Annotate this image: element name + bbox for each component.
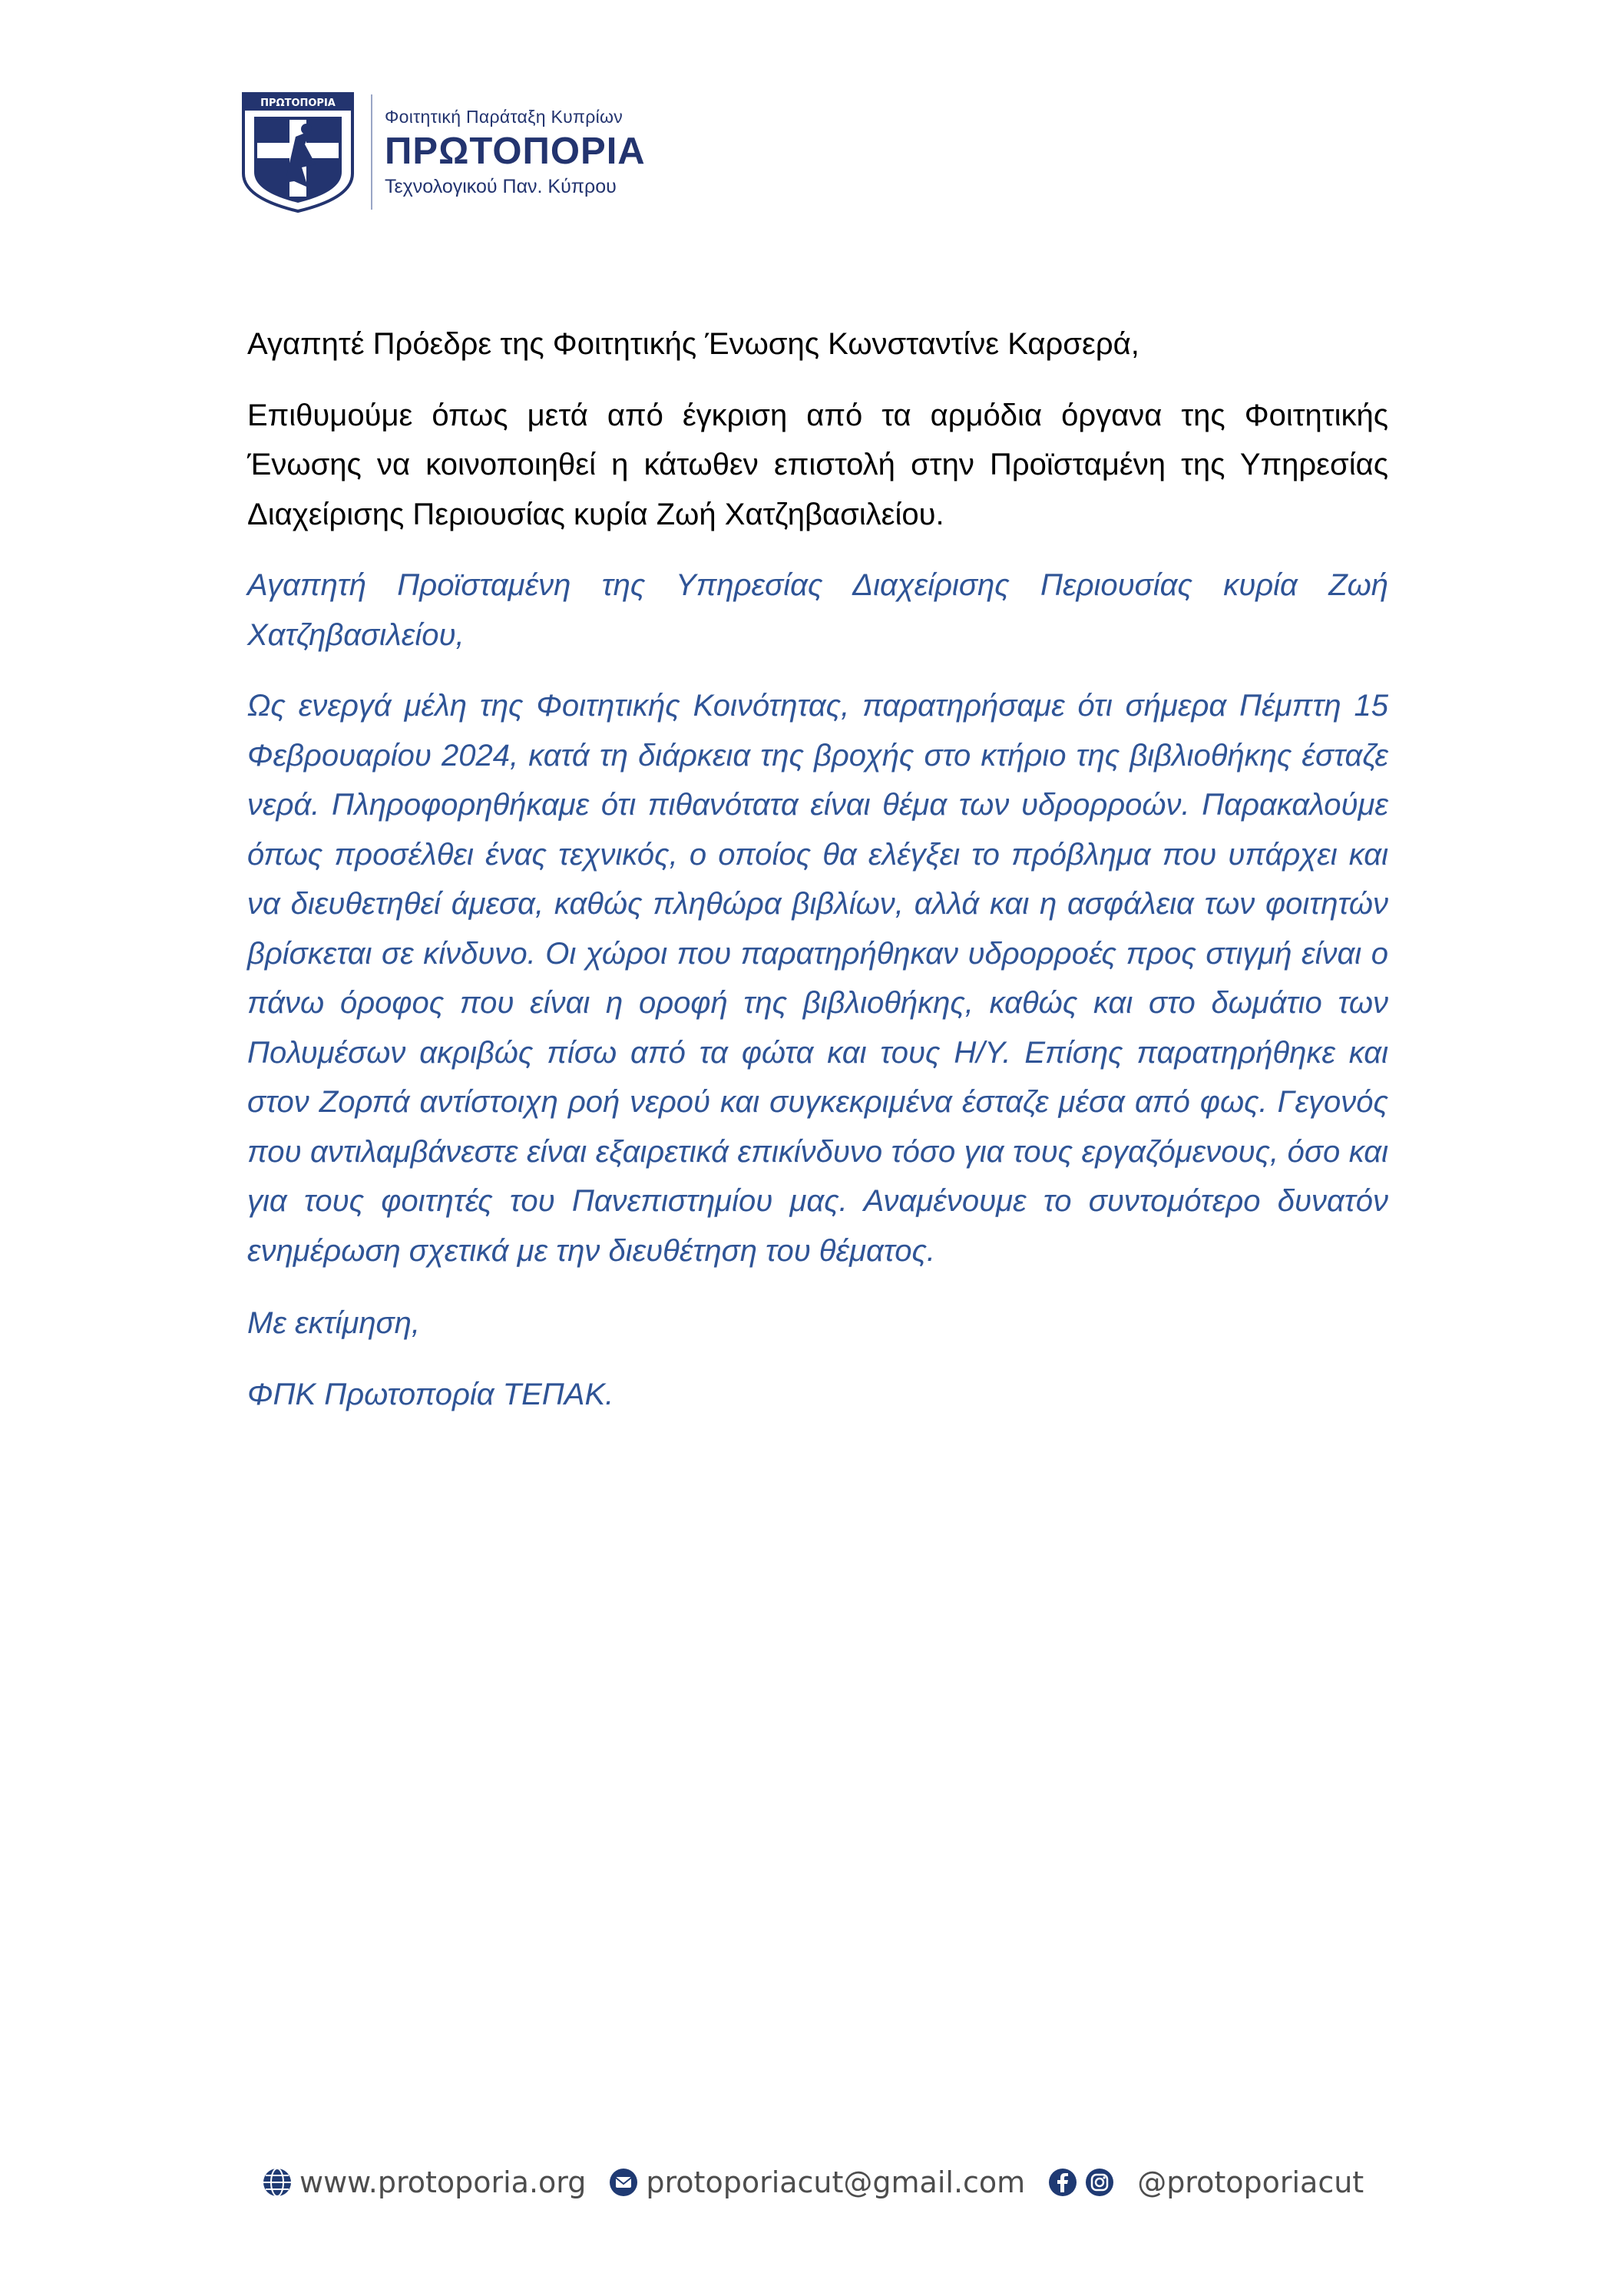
instagram-icon[interactable] xyxy=(1083,2166,1116,2198)
footer-social-handle[interactable]: @protoporiacut xyxy=(1137,2165,1364,2199)
logo-divider xyxy=(371,94,372,210)
letter-closing: Με εκτίμηση, xyxy=(247,1306,420,1340)
shield-title: ΠΡΩΤΟΠΟΡΙΑ xyxy=(260,98,336,109)
email-icon xyxy=(607,2166,640,2198)
quoted-greeting: Αγαπητή Προϊσταμένη της Υπηρεσίας Διαχείρισης Περιουσίας κυρία Ζωή Χατζηβασιλείου, xyxy=(247,568,1388,652)
logo-title: ΠΡΩΤΟΠΟΡΙΑ xyxy=(385,131,646,172)
quoted-body: Ως ενεργά μέλη της Φοιτητικής Κοινότητας, παρατηρήσαμε ότι σήμερα Πέμπτη 15 Φεβρουαρίου 2024, κατά τη διάρκεια της βροχής στο κτήριο της βιβλιοθήκης έσταζε νερά. Πληροφορηθήκαμε ότι πιθανότατα είναι θέμα των υδρορροών. Παρακαλούμε όπως προσέλθει ένας τεχνικός, ο οποίος θα ελέγξει το πρόβλημα που υπάρχει και να διευθετηθεί άμεσα, καθώς πληθώρα βιβλίων, αλλά και η ασφάλεια των φοιτητών βρίσκεται σε κίνδυνο. Οι χώροι που παρατηρήθηκαν υδρορροές προς στιγμή είναι ο πάνω όροφος που είναι η οροφή της βιβλιοθήκης, καθώς και στο δωμάτιο των Πολυμέσων ακριβώς πίσω από τα φώτα και τους Η/Υ. Επίσης παρατηρήθηκε και στον Ζορπά αντίστοιχη ροή νερού και συγκεκριμένα έσταζε μέσα από φως. Γεγονός που αντιλαμβάνεστε είναι εξαιρετικά επικίνδυνο τόσο για τους εργαζόμενους, όσο και για τους φοιτητές του Πανεπιστημίου μας. Αναμένουμε το συντομότερο δυνατόν ενημέρωση σχετικά με την διευθέτηση του θέματος. xyxy=(247,689,1388,1268)
shield-emblem-icon xyxy=(240,91,356,213)
globe-icon xyxy=(261,2166,293,2198)
logo-institution: Τεχνολογικού Παν. Κύπρου xyxy=(385,176,617,197)
footer-website[interactable]: www.protoporia.org xyxy=(299,2165,587,2199)
logo-wordmark xyxy=(385,105,646,199)
organization-logo xyxy=(240,90,655,214)
letter-greeting: Αγαπητέ Πρόεδρε της Φοιτητικής Ένωσης Κωνσταντίνε Καρσερά, xyxy=(247,327,1139,361)
letter-intro: Επιθυμούμε όπως μετά από έγκριση από τα αρμόδια όργανα της Φοιτητικής Ένωσης να κοινοποιηθεί η κάτωθεν επιστολή στην Προϊσταμένη της Υπηρεσίας Διαχείρισης Περιουσίας κυρία Ζωή Χατζηβασιλείου. xyxy=(247,398,1388,531)
logo-subtitle: Φοιτητική Παράταξη Κυπρίων xyxy=(385,107,623,127)
footer-contacts xyxy=(261,2159,1364,2205)
footer-email[interactable]: protoporiacut@gmail.com xyxy=(646,2165,1026,2199)
facebook-icon[interactable] xyxy=(1047,2166,1079,2198)
letter-signature: ΦΠΚ Πρωτοπορία ΤΕΠΑΚ. xyxy=(247,1377,614,1411)
letter-body xyxy=(247,319,1388,1419)
